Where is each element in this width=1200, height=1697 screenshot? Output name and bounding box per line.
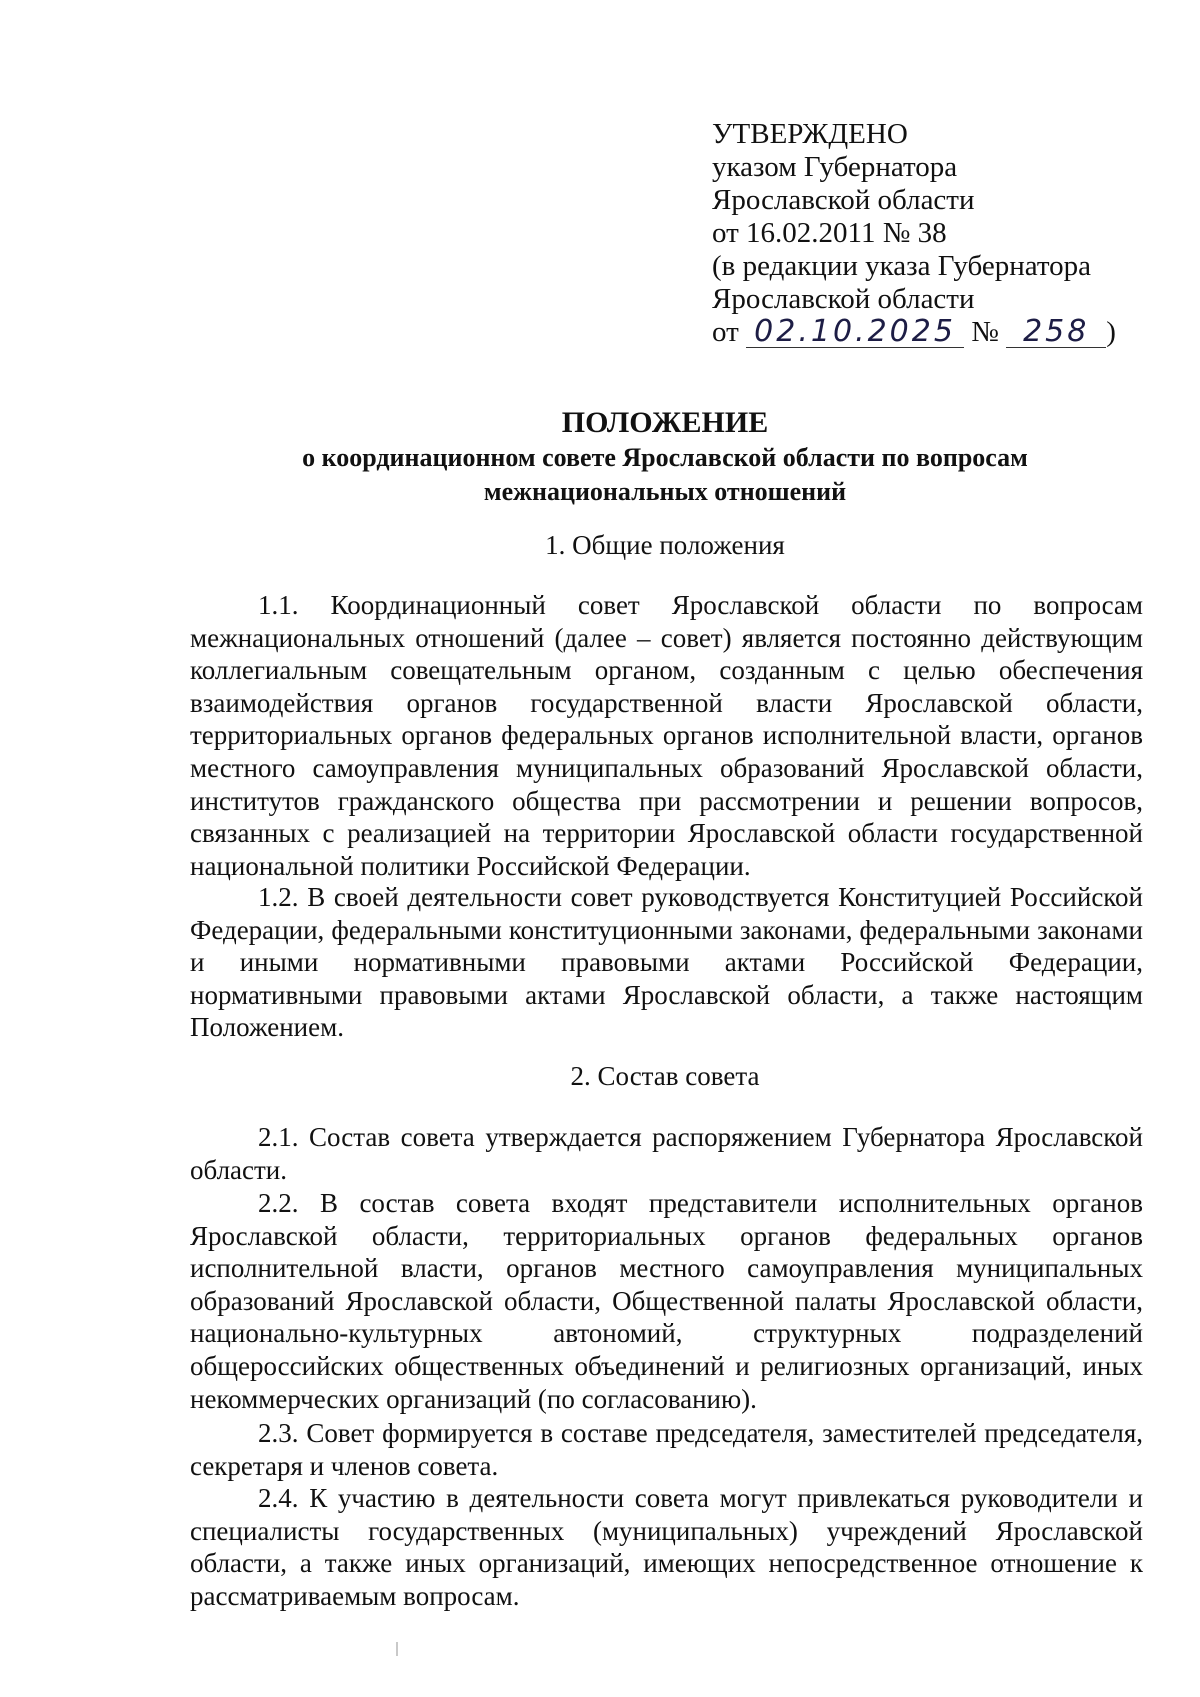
section-heading-composition: 2. Состав совета xyxy=(570,1061,760,1091)
approval-line-decree: указом Губернатора xyxy=(712,151,958,183)
approval-stamp-block xyxy=(712,118,1152,349)
paragraph-2-3: 2.3. Совет формируется в составе председателя, заместителей председателя, секретаря и членов совета. xyxy=(190,1418,1143,1481)
edition-date-prefix: от xyxy=(712,316,739,348)
document-subtitle-line1: о координационном совете Ярославской области по вопросам xyxy=(302,443,1028,472)
scan-speck xyxy=(396,1642,398,1656)
approval-line-approved: УТВЕРЖДЕНО xyxy=(712,118,908,150)
close-paren: ) xyxy=(1106,316,1116,348)
handwritten-number-field: 258 xyxy=(1006,317,1106,348)
paragraph-2-1: 2.1. Состав совета утверждается распоряжением Губернатора Ярославской области. xyxy=(190,1122,1143,1185)
document-title-block xyxy=(190,405,1140,509)
approval-line-edition-date xyxy=(712,316,1152,349)
document-title: ПОЛОЖЕНИЕ xyxy=(561,406,769,439)
approval-line-edition: (в редакции указа Губернатора xyxy=(712,250,1092,282)
paragraph-1-2: 1.2. В своей деятельности совет руководствуется Конституцией Российской Федерации, федеральными конституционными законами, федеральными законами и иными нормативными правовыми актами Российской Федерации, нормативными правовыми актами Ярославской области, а также настоящим Положением. xyxy=(190,882,1143,1043)
paragraph-2-2: 2.2. В состав совета входят представители исполнительных органов Ярославской области, территориальных органов федеральных органов исполнительной власти, органов местного самоуправления муниципальных образований Ярославской области, Общественной палаты Ярославской области, национально-культурных автономий, структурных подразделений общероссийских общественных объединений и религиозных организаций, иных некоммерческих организаций (по согласованию). xyxy=(190,1188,1143,1414)
approval-line-date-number: от 16.02.2011 № 38 xyxy=(712,217,947,249)
approval-line-region: Ярославской области xyxy=(712,184,975,216)
number-sign: № xyxy=(971,316,999,348)
paragraph-1-1: 1.1. Координационный совет Ярославской области по вопросам межнациональных отношений (далее – совет) является постоянно действующим коллегиальным совещательным органом, созданным с целью обеспечения взаимодействия органов государственной власти Ярославской области, территориальных органов федеральных органов исполнительной власти, органов местного самоуправления муниципальных образований Ярославской области, институтов гражданского общества при рассмотрении и решении вопросов, связанных с реализацией на территории Ярославской области государственной национальной политики Российской Федерации. xyxy=(190,590,1143,881)
approval-line-edition-region: Ярославской области xyxy=(712,283,975,315)
document-subtitle-line2: межнациональных отношений xyxy=(483,477,847,506)
paragraph-2-4: 2.4. К участию в деятельности совета могут привлекаться руководители и специалисты государственных (муниципальных) учреждений Ярославской области, а также иных организаций, имеющих непосредственное отношение к рассматриваемым вопросам. xyxy=(190,1483,1143,1611)
handwritten-date-field: 02.10.2025 xyxy=(746,317,964,348)
section-heading-general: 1. Общие положения xyxy=(545,530,785,560)
